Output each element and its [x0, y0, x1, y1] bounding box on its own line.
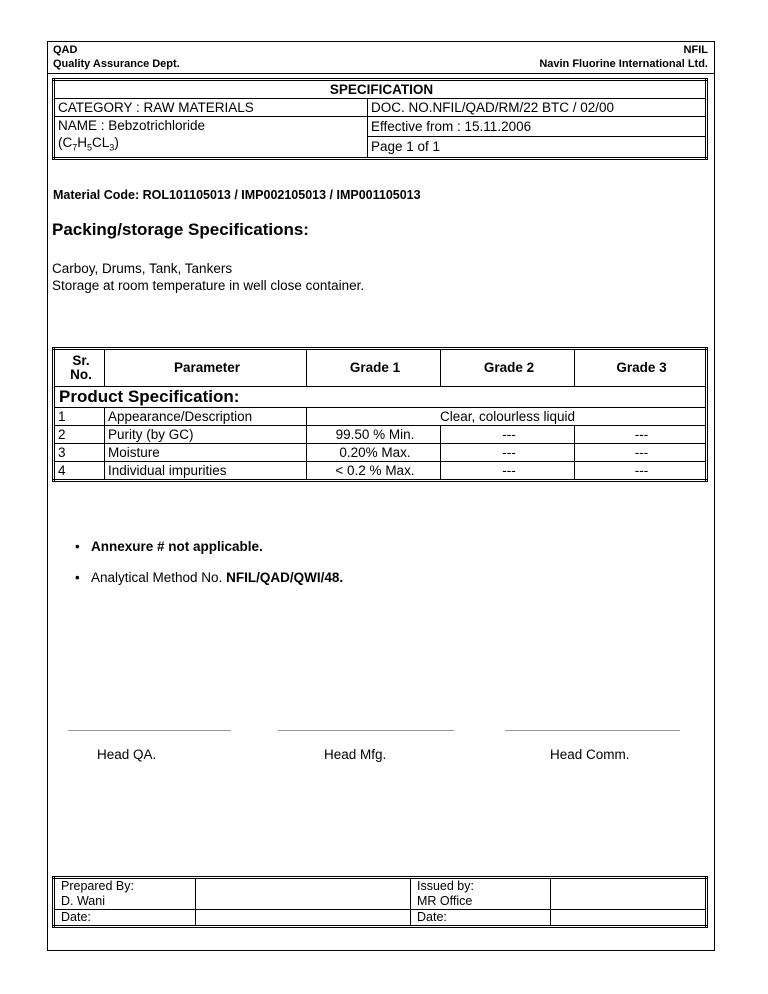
- spec-category: CATEGORY : RAW MATERIALS: [54, 99, 368, 117]
- row-grade3: ---: [575, 426, 707, 444]
- date-left-label: Date:: [54, 910, 196, 927]
- row-grade1: < 0.2 % Max.: [307, 462, 441, 481]
- row-grade3: ---: [575, 444, 707, 462]
- prepared-by-cell: [54, 878, 196, 910]
- table-row: [54, 408, 707, 426]
- row-parameter: Purity (by GC): [105, 426, 307, 444]
- specification-table: [52, 78, 708, 160]
- col-header-grade3: Grade 3: [575, 349, 707, 387]
- header-divider: [48, 73, 714, 74]
- material-code: Material Code: ROL101105013 / IMP002105013 / IMP001105013: [53, 188, 421, 202]
- signature-line-qa: [68, 730, 231, 731]
- header-right-abbr: NFIL: [683, 44, 708, 56]
- row-grade2: ---: [441, 444, 575, 462]
- issued-label: Issued by:: [417, 879, 474, 893]
- row-sr: 4: [54, 462, 105, 481]
- row-parameter: Appearance/Description: [105, 408, 307, 426]
- date-right-label: Date:: [411, 910, 551, 927]
- page-border: [47, 41, 715, 951]
- spec-formula: $(C_7H_5CL_3)$: [58, 135, 119, 153]
- spec-page: Page 1 of 1: [368, 137, 707, 158]
- prepared-label: Prepared By:: [61, 879, 134, 893]
- section-title: Product Specification:: [54, 387, 707, 408]
- prepared-signature-cell: [196, 878, 411, 910]
- spec-name: NAME : Bebzotrichloride: [58, 118, 206, 133]
- spec-title: SPECIFICATION: [54, 80, 707, 99]
- spec-effective: Effective from : 15.11.2006: [368, 117, 707, 137]
- col-header-grade2: Grade 2: [441, 349, 575, 387]
- signature-head-mfg: Head Mfg.: [324, 747, 387, 762]
- row-grade1: 99.50 % Min.: [307, 426, 441, 444]
- packing-line-2: Storage at room temperature in well close container.: [52, 278, 365, 293]
- row-grade3: ---: [575, 462, 707, 481]
- packing-line-1: Carboy, Drums, Tank, Tankers: [52, 261, 233, 276]
- row-parameter: Individual impurities: [105, 462, 307, 481]
- header-right-company: Navin Fluorine International Ltd.: [539, 58, 708, 70]
- signature-line-mfg: [278, 730, 454, 731]
- table-row: [54, 444, 707, 462]
- issued-by-cell: [411, 878, 551, 910]
- row-sr: 3: [54, 444, 105, 462]
- table-row: [54, 462, 707, 481]
- prepared-name: D. Wani: [61, 894, 105, 908]
- row-grade2: ---: [441, 426, 575, 444]
- footer-table: [52, 876, 708, 928]
- table-row: [54, 426, 707, 444]
- date-left-value: [196, 910, 411, 927]
- date-right-value: [551, 910, 707, 927]
- issued-name: MR Office: [417, 894, 473, 908]
- bullet-icon: •: [75, 539, 80, 554]
- issued-signature-cell: [551, 878, 707, 910]
- row-merged-value: Clear, colourless liquid: [307, 408, 707, 426]
- col-header-parameter: Parameter: [105, 349, 307, 387]
- row-parameter: Moisture: [105, 444, 307, 462]
- header-left-dept: Quality Assurance Dept.: [53, 58, 180, 70]
- table-header-row: [54, 349, 707, 387]
- signature-line-comm: [505, 730, 680, 731]
- packing-heading: Packing/storage Specifications:: [52, 220, 309, 239]
- signature-head-qa: Head QA.: [97, 747, 157, 762]
- parameter-table: [52, 347, 708, 482]
- col-header-grade1: Grade 1: [307, 349, 441, 387]
- row-sr: 1: [54, 408, 105, 426]
- note-method: • Analytical Method No. NFIL/QAD/QWI/48.: [75, 570, 344, 585]
- row-grade1: 0.20% Max.: [307, 444, 441, 462]
- spec-doc-no: DOC. NO.NFIL/QAD/RM/22 BTC / 02/00: [368, 99, 707, 117]
- col-header-sr: Sr. No.: [54, 349, 105, 387]
- row-sr: 2: [54, 426, 105, 444]
- spec-name-cell: [54, 117, 368, 159]
- note-annexure: • Annexure # not applicable.: [75, 539, 263, 554]
- row-grade2: ---: [441, 462, 575, 481]
- signature-head-comm: Head Comm.: [550, 747, 630, 762]
- section-row: [54, 387, 707, 408]
- bullet-icon: •: [75, 570, 80, 585]
- header-left-abbr: QAD: [53, 44, 78, 56]
